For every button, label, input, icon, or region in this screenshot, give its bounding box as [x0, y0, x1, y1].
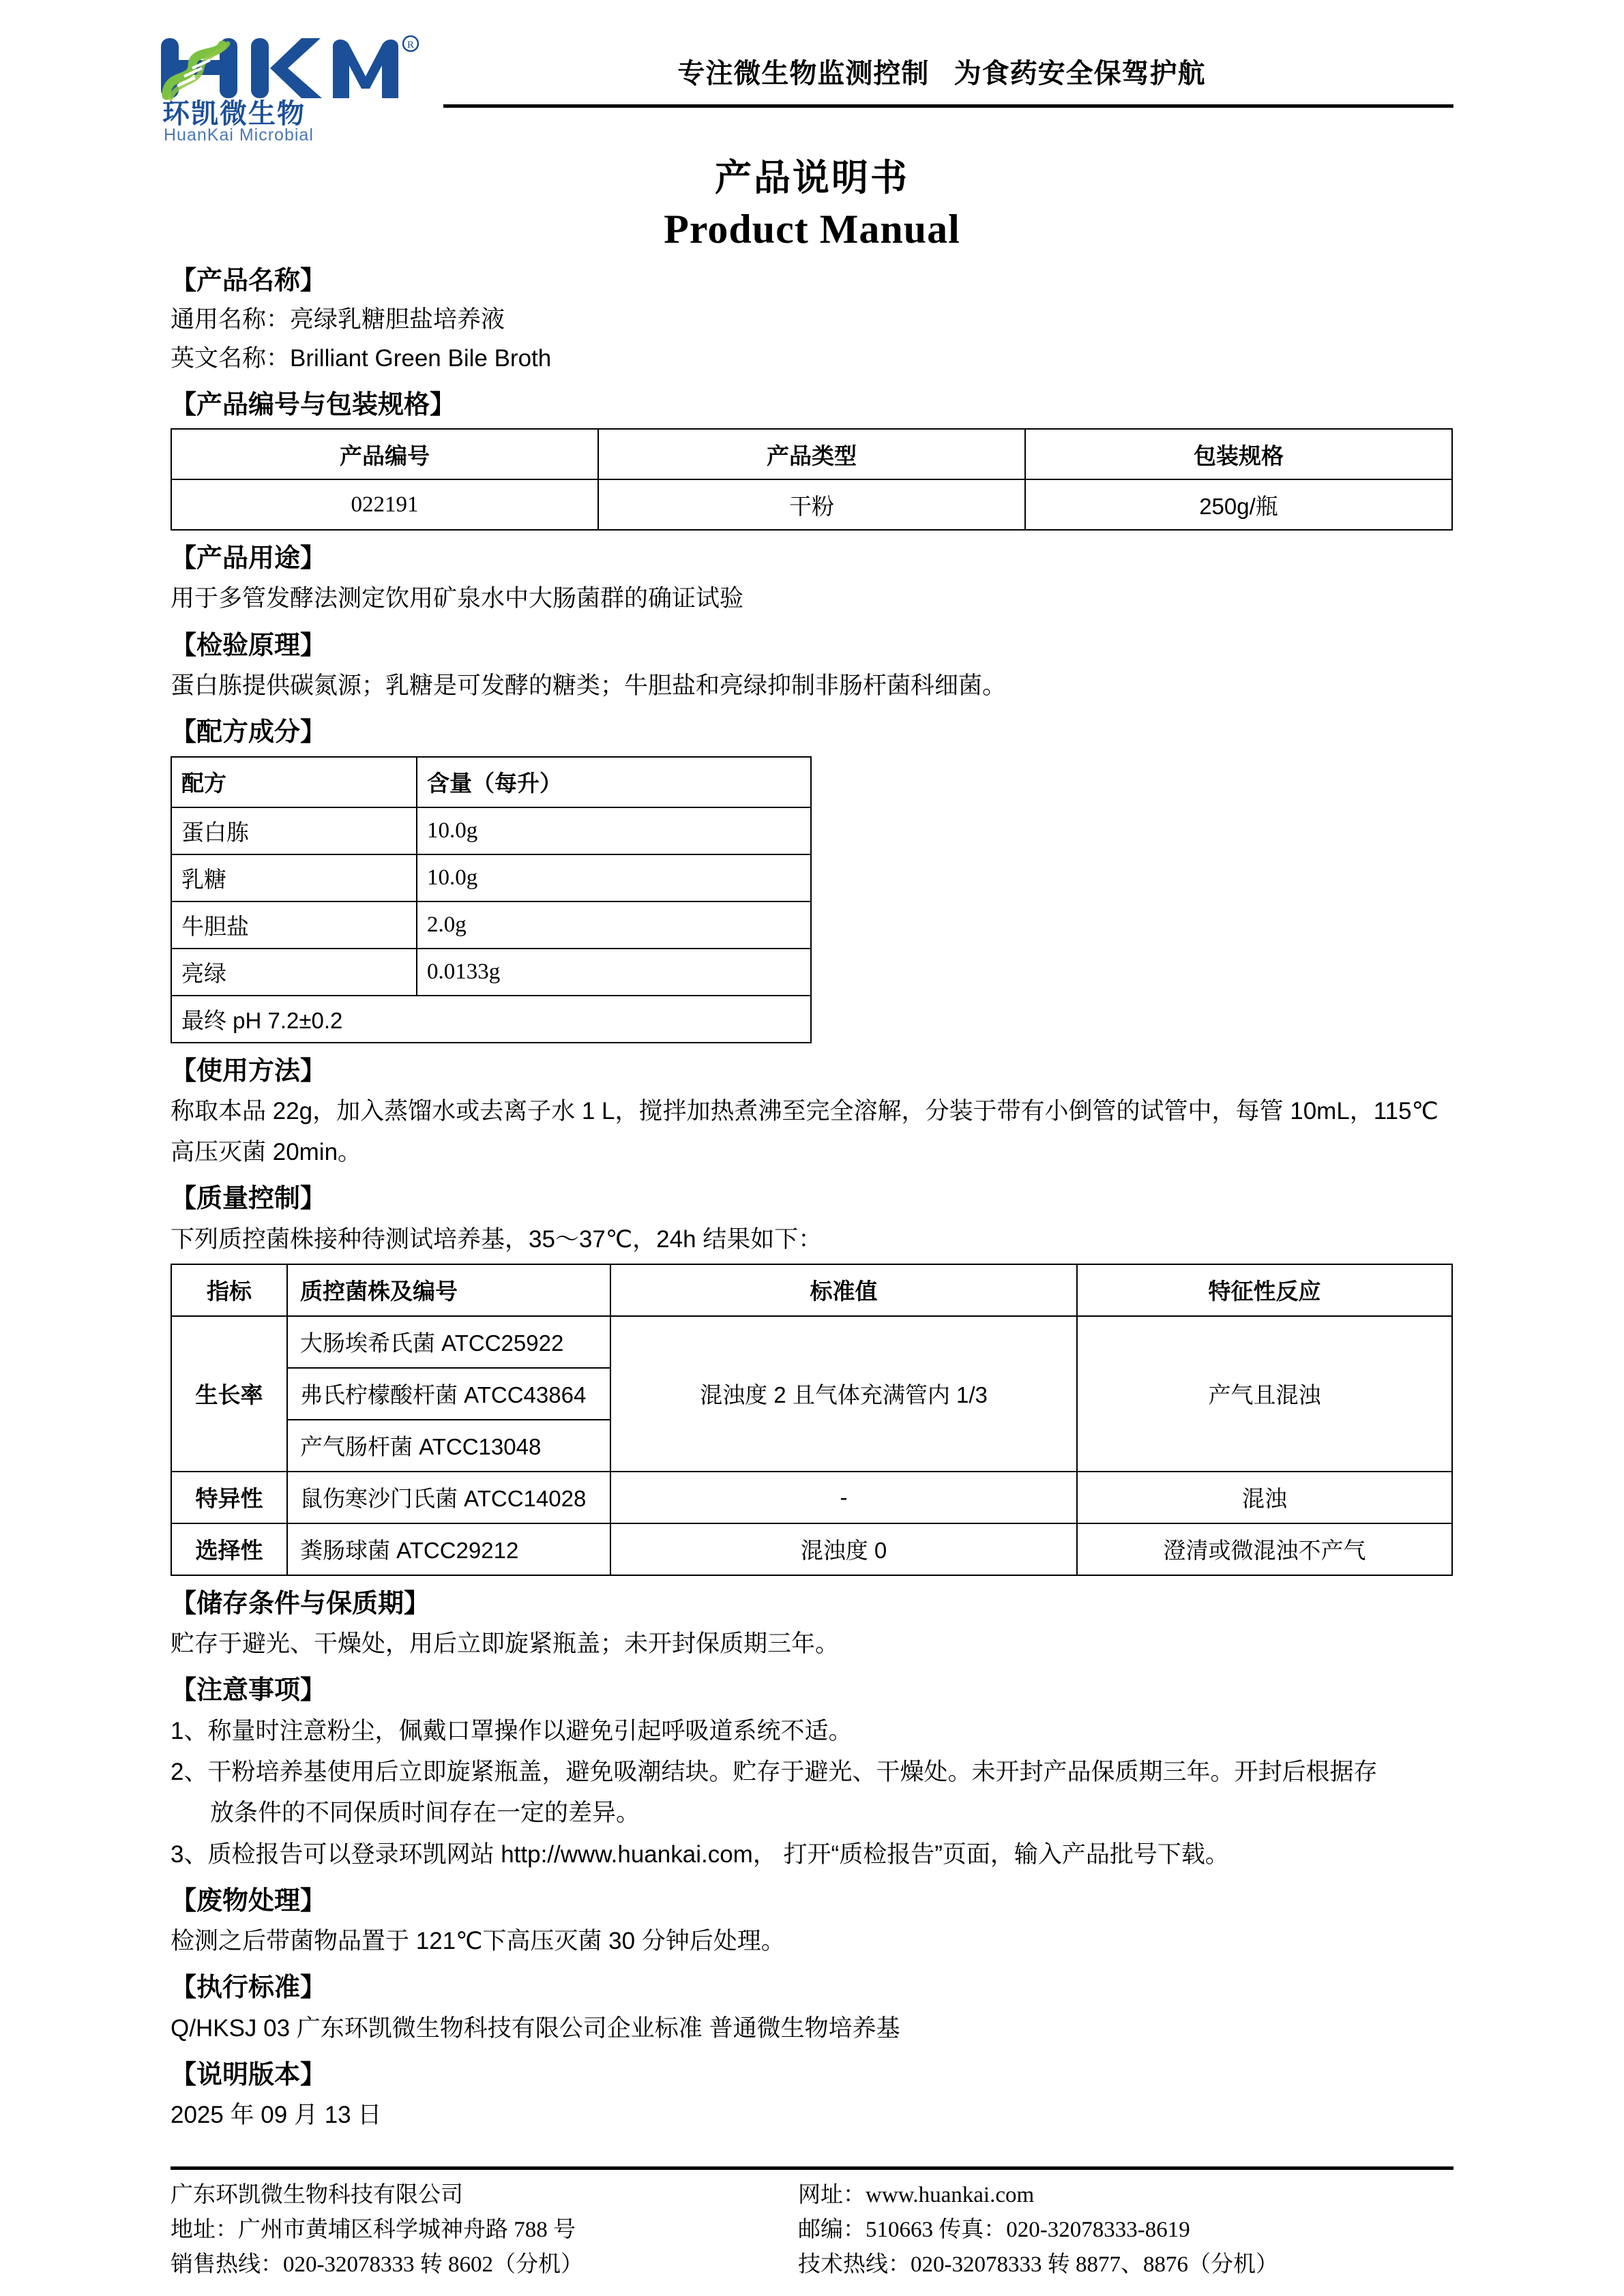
hkm-logo-icon — [157, 33, 430, 142]
version-text: 2025 年 09 月 13 日 — [171, 2102, 382, 2129]
svg-text:环凯微生物: 环凯微生物 — [162, 99, 306, 129]
section-heading-product-name: 【产品名称】 — [171, 267, 327, 296]
footer-sales-hotline: 销售热线：020-32078333 转 8602（分机） — [171, 2252, 583, 2277]
precaution-item-2-line2: 放条件的不同保质时间存在一定的差异。 — [210, 1800, 640, 1827]
formula-cell-name: 蛋白胨 — [171, 807, 417, 854]
table-row — [171, 901, 811, 949]
table-row — [171, 1472, 1452, 1523]
qc-cell-strain: 粪肠球菌 ATCC29212 — [287, 1523, 610, 1575]
table-row — [171, 807, 811, 854]
section-heading-formula: 【配方成分】 — [171, 718, 327, 747]
qc-cell-strain: 产气肠杆菌 ATCC13048 — [287, 1420, 610, 1472]
product-english-name-row — [171, 340, 1453, 377]
qc-cell-standard: 混浊度 2 且气体充满管内 1/3 — [610, 1316, 1077, 1472]
formula-cell-amount: 10.0g — [417, 807, 811, 854]
qc-col-strain: 质控菌株及编号 — [287, 1264, 610, 1316]
spec-cell-product-type: 干粉 — [598, 479, 1025, 530]
footer-right-column — [798, 2178, 1453, 2282]
qc-cell-reaction: 混浊 — [1077, 1472, 1452, 1523]
qc-cell-standard: - — [610, 1472, 1077, 1523]
qc-cell-reaction: 产气且混浊 — [1077, 1316, 1452, 1472]
formula-cell-name: 亮绿 — [171, 949, 417, 996]
formula-cell-amount: 0.0133g — [417, 949, 811, 996]
product-generic-name-row — [171, 301, 1453, 338]
formula-cell-ph: 最终 pH 7.2±0.2 — [171, 996, 811, 1043]
footer-left-column — [171, 2178, 798, 2282]
storage-text: 贮存于避光、干燥处，用后立即旋紧瓶盖；未开封保质期三年。 — [171, 1630, 840, 1658]
spec-col-package-size: 包装规格 — [1025, 429, 1452, 479]
precaution-item-3: 3、质检报告可以登录环凯网站 http://www.huankai.com， 打开“质检报告”页面，输入产品批号下载。 — [171, 1840, 1229, 1868]
section-heading-waste: 【废物处理】 — [171, 1886, 327, 1915]
footer-company-name: 广东环凯微生物科技有限公司 — [171, 2182, 463, 2207]
qc-cell-strain: 大肠埃希氏菌 ATCC25922 — [287, 1316, 610, 1368]
qc-col-standard: 标准值 — [610, 1264, 1077, 1316]
header-tagline: 专注微生物监测控制 为食药安全保驾护航 — [677, 59, 1206, 89]
table-row — [171, 1316, 1452, 1368]
table-header-row — [171, 1264, 1452, 1316]
quality-control-table — [171, 1264, 1453, 1576]
qc-cell-index: 特异性 — [171, 1472, 287, 1523]
page-footer — [171, 2166, 1453, 2282]
header-right — [443, 33, 1453, 108]
method-text-line1: 称取本品 22g，加入蒸馏水或去离子水 1 L，搅拌加热煮沸至完全溶解，分装于带有小倒管的试管中，每管 10mL，115℃ — [171, 1097, 1438, 1124]
page-title-cn: 产品说明书 — [715, 158, 909, 198]
formula-col-component: 配方 — [171, 757, 417, 807]
section-heading-precautions: 【注意事项】 — [171, 1676, 327, 1705]
company-logo — [157, 33, 443, 142]
table-row — [171, 479, 1452, 530]
formula-cell-name: 牛胆盐 — [171, 901, 417, 949]
table-header-row — [171, 757, 811, 807]
page-header — [162, 0, 1453, 142]
product-generic-name-label: 通用名称： — [171, 306, 291, 333]
footer-tech-hotline: 技术热线：020-32078333 转 8877、8876（分机） — [798, 2252, 1278, 2277]
page-title-en: Product Manual — [664, 207, 960, 252]
formula-col-amount: 含量（每升） — [417, 757, 811, 807]
qc-cell-standard: 混浊度 0 — [610, 1523, 1077, 1575]
section-heading-principle: 【检验原理】 — [171, 631, 327, 660]
formula-cell-amount: 10.0g — [417, 854, 811, 901]
method-text-line2: 高压灭菌 20min。 — [171, 1139, 362, 1166]
section-heading-version: 【说明版本】 — [171, 2060, 327, 2089]
table-header-row — [171, 429, 1452, 479]
table-row — [171, 949, 811, 996]
qc-cell-strain: 鼠伤寒沙门氏菌 ATCC14028 — [287, 1472, 610, 1523]
header-divider — [443, 104, 1453, 108]
svg-text:HuanKai Microbial: HuanKai Microbial — [164, 125, 314, 142]
section-heading-quality: 【质量控制】 — [171, 1184, 327, 1214]
formula-table — [171, 756, 812, 1043]
svg-text:R: R — [407, 40, 415, 50]
spec-cell-package-size: 250g/瓶 — [1025, 479, 1452, 530]
section-heading-standard: 【执行标准】 — [171, 1973, 327, 2003]
footer-website: 网址：www.huankai.com — [798, 2182, 1035, 2207]
qc-col-reaction: 特征性反应 — [1077, 1264, 1452, 1316]
formula-cell-amount: 2.0g — [417, 901, 811, 949]
footer-divider — [171, 2166, 1453, 2170]
qc-cell-index: 选择性 — [171, 1523, 287, 1575]
qc-col-index: 指标 — [171, 1264, 287, 1316]
qc-cell-index: 生长率 — [171, 1316, 287, 1472]
quality-intro-text: 下列质控菌株接种待测试培养基，35～37℃，24h 结果如下： — [171, 1225, 823, 1253]
product-english-name-label: 英文名称： — [171, 344, 291, 372]
formula-cell-name: 乳糖 — [171, 854, 417, 901]
footer-address: 地址：广州市黄埔区科学城神舟路 788 号 — [171, 2217, 576, 2242]
precaution-item-1: 1、称量时注意粉尘，佩戴口罩操作以避免引起呼吸道系统不适。 — [171, 1717, 853, 1744]
section-heading-storage: 【储存条件与保质期】 — [171, 1589, 430, 1618]
table-row-ph — [171, 996, 811, 1043]
qc-cell-strain: 弗氏柠檬酸杆菌 ATCC43864 — [287, 1368, 610, 1420]
section-heading-usage: 【产品用途】 — [171, 544, 327, 573]
footer-columns — [171, 2178, 1453, 2282]
qc-cell-reaction: 澄清或微混浊不产气 — [1077, 1523, 1452, 1575]
usage-text: 用于多管发酵法测定饮用矿泉水中大肠菌群的确证试验 — [171, 585, 744, 612]
spec-col-product-code: 产品编号 — [171, 429, 598, 479]
principle-text: 蛋白胨提供碳氮源；乳糖是可发酵的糖类；牛胆盐和亮绿抑制非肠杆菌科细菌。 — [171, 672, 1007, 700]
table-row — [171, 854, 811, 901]
section-heading-spec: 【产品编号与包装规格】 — [171, 390, 456, 419]
section-heading-method: 【使用方法】 — [171, 1056, 327, 1086]
waste-text: 检测之后带菌物品置于 121℃下高压灭菌 30 分钟后处理。 — [171, 1928, 785, 1955]
product-spec-table — [171, 428, 1453, 531]
precaution-item-2-line1: 2、干粉培养基使用后立即旋紧瓶盖，避免吸潮结块。贮存于避光、干燥处。未开封产品保质期三年。开封后根据存 — [171, 1759, 1378, 1786]
spec-cell-product-code: 022191 — [171, 479, 598, 530]
product-english-name-value: Brilliant Green Bile Broth — [290, 344, 552, 372]
table-row — [171, 1523, 1452, 1575]
standard-text: Q/HKSJ 03 广东环凯微生物科技有限公司企业标准 普通微生物培养基 — [171, 2014, 900, 2042]
product-generic-name-value: 亮绿乳糖胆盐培养液 — [290, 306, 505, 333]
footer-postcode-fax: 邮编：510663 传真：020-32078333-8619 — [798, 2217, 1190, 2242]
spec-col-product-type: 产品类型 — [598, 429, 1025, 479]
